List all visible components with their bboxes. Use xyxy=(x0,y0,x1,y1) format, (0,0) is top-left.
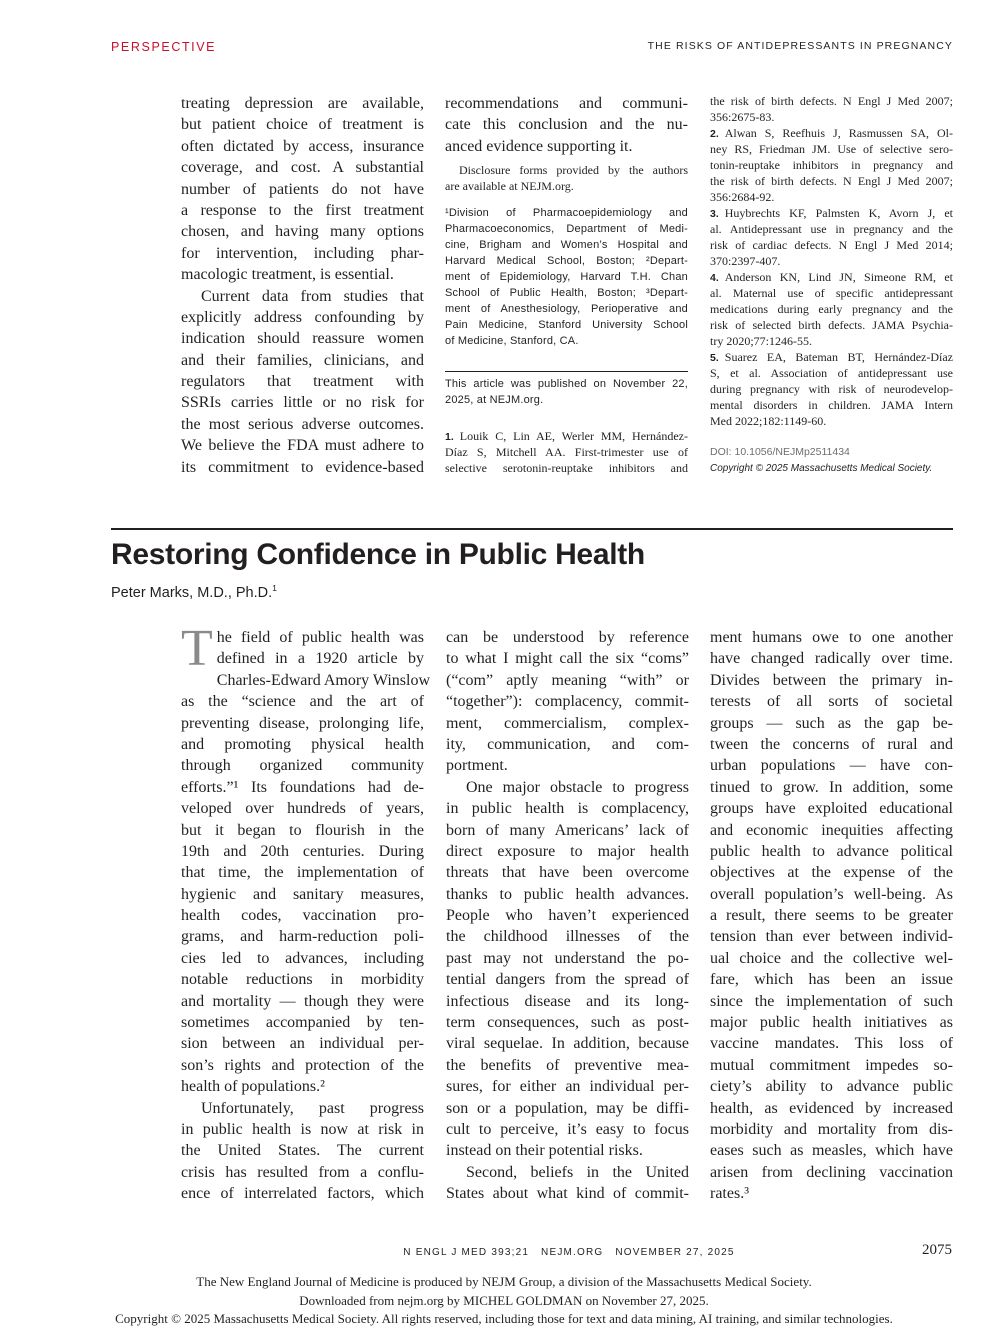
prev-article-column-2 xyxy=(445,93,688,157)
text-line: eases such as measles, which have xyxy=(710,1142,953,1160)
text-line: ciety’s ability to advance public xyxy=(710,1078,953,1096)
drop-cap: T xyxy=(181,620,213,677)
text-line: thanks to public health advances. xyxy=(446,885,689,903)
text-line: ment of Epidemiology, Harvard T.H. Chan xyxy=(445,271,688,283)
text-line: al. Maternal use of specific antidepressant xyxy=(710,286,953,300)
text-line: cine, Brigham and Women’s Hospital and xyxy=(445,239,688,251)
text-line: SSRIs carries little or no risk for xyxy=(181,394,424,412)
author-affiliation-marker: 1 xyxy=(272,583,277,594)
text-line: portment. xyxy=(446,757,508,775)
text-line: public health to advance political xyxy=(710,842,953,860)
text-line: mental disorders in children. JAMA Intern xyxy=(710,398,953,412)
text-line: ment of Anesthesiology, Perioperative and xyxy=(445,303,688,315)
text-line: the most serious adverse outcomes. xyxy=(181,415,424,433)
text-line: the childhood illnesses of the xyxy=(446,928,689,946)
text-line: urban populations — have con- xyxy=(710,757,953,775)
text-line: instead on their potential risks. xyxy=(446,1142,643,1160)
download-notice: Downloaded from nejm.org by MICHEL GOLDMAN on November 27, 2025. xyxy=(299,1293,709,1308)
text-line: cies led to advances, including xyxy=(181,949,424,967)
text-line: to what I might call the six “coms” xyxy=(446,650,689,668)
text-line: the benefits of preventive mea- xyxy=(446,1056,689,1074)
text-line: groups — such as the gap be- xyxy=(710,714,953,732)
text-line: “together”): complacency, commit- xyxy=(446,693,689,711)
text-line: mutual commitment impedes so- xyxy=(710,1056,953,1074)
text-line xyxy=(710,205,953,221)
text-line: coverage, and cost. A substantial xyxy=(181,159,424,177)
text-line: try 2020;77:1246-55. xyxy=(710,334,812,348)
text-line: ity, communication, and com- xyxy=(446,735,689,753)
text-line: ence of interrelated factors, which xyxy=(181,1185,424,1203)
text-line: Disclosure forms provided by the authors xyxy=(459,163,688,177)
reference-text: Huybrechts KF, Palmsten K, Avorn J, et xyxy=(724,206,953,220)
text-line: for intervention, including phar- xyxy=(181,244,424,262)
text-line: medications during early pregnancy and the xyxy=(710,302,953,316)
text-line: Divides between the primary in- xyxy=(710,671,953,689)
reference-number: 5. xyxy=(710,352,719,364)
disclosure-note xyxy=(445,162,688,194)
section-label: PERSPECTIVE xyxy=(111,40,217,54)
text-line: Second, beliefs in the United xyxy=(466,1163,689,1181)
text-line: (“com” aptly meaning “with” or xyxy=(446,671,689,689)
text-line: sion between an individual per- xyxy=(181,1035,424,1053)
text-line: macologic treatment, is essential. xyxy=(181,266,394,284)
text-line: recommendations and communi- xyxy=(445,95,688,112)
text-line: explicitly address confounding by xyxy=(181,308,424,326)
text-line: 2025, at NEJM.org. xyxy=(445,394,544,406)
text-line: grams, and harm-reduction poli- xyxy=(181,928,424,946)
text-line: cate this conclusion and the nu- xyxy=(445,116,688,134)
reference-text: Suarez EA, Bateman BT, Hernández-Díaz xyxy=(724,350,953,364)
text-line xyxy=(710,349,953,365)
text-line: fare, which has been an issue xyxy=(710,971,953,989)
text-line: Pharmacoeconomics, Department of Medi- xyxy=(445,223,688,235)
text-line: he field of public health was xyxy=(216,629,424,646)
text-line: that time, the implementation of xyxy=(181,864,424,882)
article-column-2 xyxy=(446,627,689,1205)
article-divider xyxy=(111,528,953,530)
text-line: One major obstacle to progress xyxy=(466,778,689,796)
text-line: S, et al. Association of antidepressant use xyxy=(710,366,953,380)
text-line: ment, commercialism, complex- xyxy=(446,714,689,732)
text-line: can be understood by reference xyxy=(446,629,689,646)
text-line: born of many Americans’ lack of xyxy=(446,821,689,839)
doi-link[interactable]: DOI: 10.1056/NEJMp2511434 xyxy=(710,446,850,458)
text-line: past may not understand the po- xyxy=(446,949,689,967)
text-line: the United States. The current xyxy=(181,1142,424,1160)
text-line: ment humans owe to one another xyxy=(710,629,953,646)
text-line: the risk of birth defects. N Engl J Med 2007; xyxy=(710,94,953,108)
text-line: States about what kind of commit- xyxy=(446,1185,689,1203)
text-line: tential dangers from the spread of xyxy=(446,971,689,989)
reference-number: 1. xyxy=(445,431,454,443)
article-column-3 xyxy=(710,627,953,1205)
text-line: morbidity and mortality from dis- xyxy=(710,1120,953,1138)
text-line: selective serotonin-reuptake inhibitors and xyxy=(445,461,688,475)
text-line: Unfortunately, past progress xyxy=(201,1099,424,1117)
text-line: direct exposure to major health xyxy=(446,842,689,860)
text-line: objectives at the expense of the xyxy=(710,864,953,882)
text-line: during pregnancy with risk of neurodevelop- xyxy=(710,382,953,396)
article-copyright: Copyright © 2025 Massachusetts Medical Society. xyxy=(710,463,933,474)
journal-citation: N ENGL J MED 393;21 NEJM.ORG NOVEMBER 27, 2025 xyxy=(403,1247,735,1258)
text-line: 19th and 20th centuries. During xyxy=(181,842,424,860)
text-line: the risk of birth defects. N Engl J Med 2007; xyxy=(710,174,953,188)
text-line: have changed radically over time. xyxy=(710,650,953,668)
text-line: 370:2397-407. xyxy=(710,254,781,268)
text-line: We believe the FDA must adhere to xyxy=(181,437,424,455)
text-line: infectious disease and its long- xyxy=(446,992,689,1010)
text-line: and promoting physical health xyxy=(181,735,424,753)
text-line: of Medicine, Stanford, CA. xyxy=(445,335,579,347)
article-column-1 xyxy=(181,620,431,1205)
text-line: viral sequelae. In addition, because xyxy=(446,1035,689,1053)
text-line: sometimes accompanied by ten- xyxy=(181,1014,424,1032)
text-line: in public health is complacency, xyxy=(446,800,689,818)
text-line: threats that have been overcome xyxy=(446,864,689,882)
text-line: 356:2675-83. xyxy=(710,110,775,124)
text-line: arisen from declining vaccination xyxy=(710,1163,953,1181)
text-line: Pain Medicine, Stanford University School xyxy=(445,319,688,331)
text-line xyxy=(710,269,953,285)
text-line: often dictated by access, insurance xyxy=(181,137,424,155)
text-line: son or a population, may be diffi- xyxy=(446,1099,689,1117)
text-line: defined in a 1920 article by xyxy=(216,650,424,668)
text-line: through organized community xyxy=(181,757,424,775)
text-line: ual choice and the collective wel- xyxy=(710,949,953,967)
running-title: THE RISKS OF ANTIDEPRESSANTS IN PREGNANCY xyxy=(647,40,953,52)
reference-text: Louik C, Lin AE, Werler MM, Hernández- xyxy=(459,429,688,443)
text-line: son’s rights and protection of the xyxy=(181,1056,424,1074)
text-line: risk of selected birth defects. JAMA Psychia- xyxy=(710,318,953,332)
text-line: Harvard Medical School, Boston; ²Depart- xyxy=(445,255,688,267)
page-number: 2075 xyxy=(922,1242,952,1258)
text-line: School of Public Health, Boston; ³Depart- xyxy=(445,287,688,299)
text-line: regulators that treatment with xyxy=(181,373,424,391)
published-divider xyxy=(445,371,688,372)
text-line: al. Antidepressant use in pregnancy and the xyxy=(710,222,953,236)
reference-number: 2. xyxy=(710,128,719,140)
text-line: but patient choice of treatment is xyxy=(181,116,424,134)
text-line: ney RS, Friedman JM. Use of selective sero- xyxy=(710,142,953,156)
text-line: risk of cardiac defects. N Engl J Med 2014; xyxy=(710,238,953,252)
text-line: Med 2022;182:1149-60. xyxy=(710,414,827,428)
text-line: but it began to flourish in the xyxy=(181,821,424,839)
text-line: hygienic and sanitary measures, xyxy=(181,885,424,903)
article-author xyxy=(111,585,277,601)
text-line: crisis has resulted from a conflu- xyxy=(181,1163,424,1181)
text-line: notable reductions in morbidity xyxy=(181,971,424,989)
text-line: vaccine mandates. This loss of xyxy=(710,1035,953,1053)
reference-number: 4. xyxy=(710,272,719,284)
text-line: People who haven’t experienced xyxy=(446,907,689,925)
text-line: major public health initiatives as xyxy=(710,1014,953,1032)
text-line: Díaz S, Mitchell AA. First-trimester use of xyxy=(445,445,688,459)
article-title: Restoring Confidence in Public Health xyxy=(111,538,645,571)
prev-article-column-1 xyxy=(181,93,424,478)
author-name: Peter Marks, M.D., Ph.D. xyxy=(111,585,273,601)
text-line: anced evidence supporting it. xyxy=(445,137,633,155)
text-line: number of patients do not have xyxy=(181,180,424,198)
text-line: cult to perceive, it’s easy to focus xyxy=(446,1120,689,1138)
text-line: a response to the first treatment xyxy=(181,201,424,219)
text-line: and their families, clinicians, and xyxy=(181,351,424,369)
reference-text: Alwan S, Reefhuis J, Rasmussen SA, Ol- xyxy=(724,126,953,140)
text-line xyxy=(710,125,953,141)
rights-notice: Copyright © 2025 Massachusetts Medical Society. All rights reserved, including those for text and data mining, AI training, and similar technologies. xyxy=(115,1311,893,1326)
published-note xyxy=(445,376,688,408)
text-line: and economic inequities affecting xyxy=(710,821,953,839)
text-line: health codes, vaccination pro- xyxy=(181,907,424,925)
text-line: Charles-Edward Amory Winslow xyxy=(216,671,431,689)
text-line: a result, there seems to be greater xyxy=(710,907,953,925)
text-line: health, as evidenced by increased xyxy=(710,1099,953,1117)
text-line xyxy=(445,428,688,444)
text-line: preventing disease, prolonging life, xyxy=(181,714,424,732)
text-line: tween the concerns of rural and xyxy=(710,735,953,753)
reference-text: Anderson KN, Lind JN, Simeone RM, et xyxy=(724,270,953,284)
text-line: Current data from studies that xyxy=(201,287,424,305)
text-line: 356:2684-92. xyxy=(710,190,775,204)
text-line: tension than ever between individ- xyxy=(710,928,953,946)
text-line: sures, for either an individual per- xyxy=(446,1078,689,1096)
text-line: are available at NEJM.org. xyxy=(445,179,574,193)
text-line: and mortality — though they were xyxy=(181,992,424,1010)
text-line: This article was published on November 22, xyxy=(445,378,688,390)
text-line: ¹Division of Pharmacoepidemiology and xyxy=(445,207,688,219)
text-line: veloped over hundreds of years, xyxy=(181,800,424,818)
author-affiliations xyxy=(445,205,688,349)
text-line: overall population’s well-being. As xyxy=(710,885,953,903)
reference-number: 3. xyxy=(710,208,719,220)
text-line: treating depression are available, xyxy=(181,95,424,112)
text-line: term consequences, such as post- xyxy=(446,1014,689,1032)
text-line: indication should reassure women xyxy=(181,330,424,348)
reference-1 xyxy=(445,428,688,476)
text-line: terests of all sorts of societal xyxy=(710,693,953,711)
text-line: as the “science and the art of xyxy=(181,693,424,711)
text-line: chosen, and having many options xyxy=(181,223,424,241)
text-line: tonin-reuptake inhibitors in pregnancy and xyxy=(710,158,953,172)
text-line: in public health is now at risk in xyxy=(181,1120,424,1138)
text-line: its commitment to evidence-based xyxy=(181,458,424,476)
text-line: rates.³ xyxy=(710,1185,749,1203)
producer-notice: The New England Journal of Medicine is produced by NEJM Group, a division of the Massachusetts Medical Society. xyxy=(196,1274,812,1289)
text-line: groups have exploited educational xyxy=(710,800,953,818)
text-line: tinued to grow. In addition, some xyxy=(710,778,953,796)
references-column-3 xyxy=(710,93,953,429)
text-line: since the implementation of such xyxy=(710,992,953,1010)
text-line: efforts.”¹ Its foundations had de- xyxy=(181,778,424,796)
text-line: health of populations.² xyxy=(181,1078,325,1096)
